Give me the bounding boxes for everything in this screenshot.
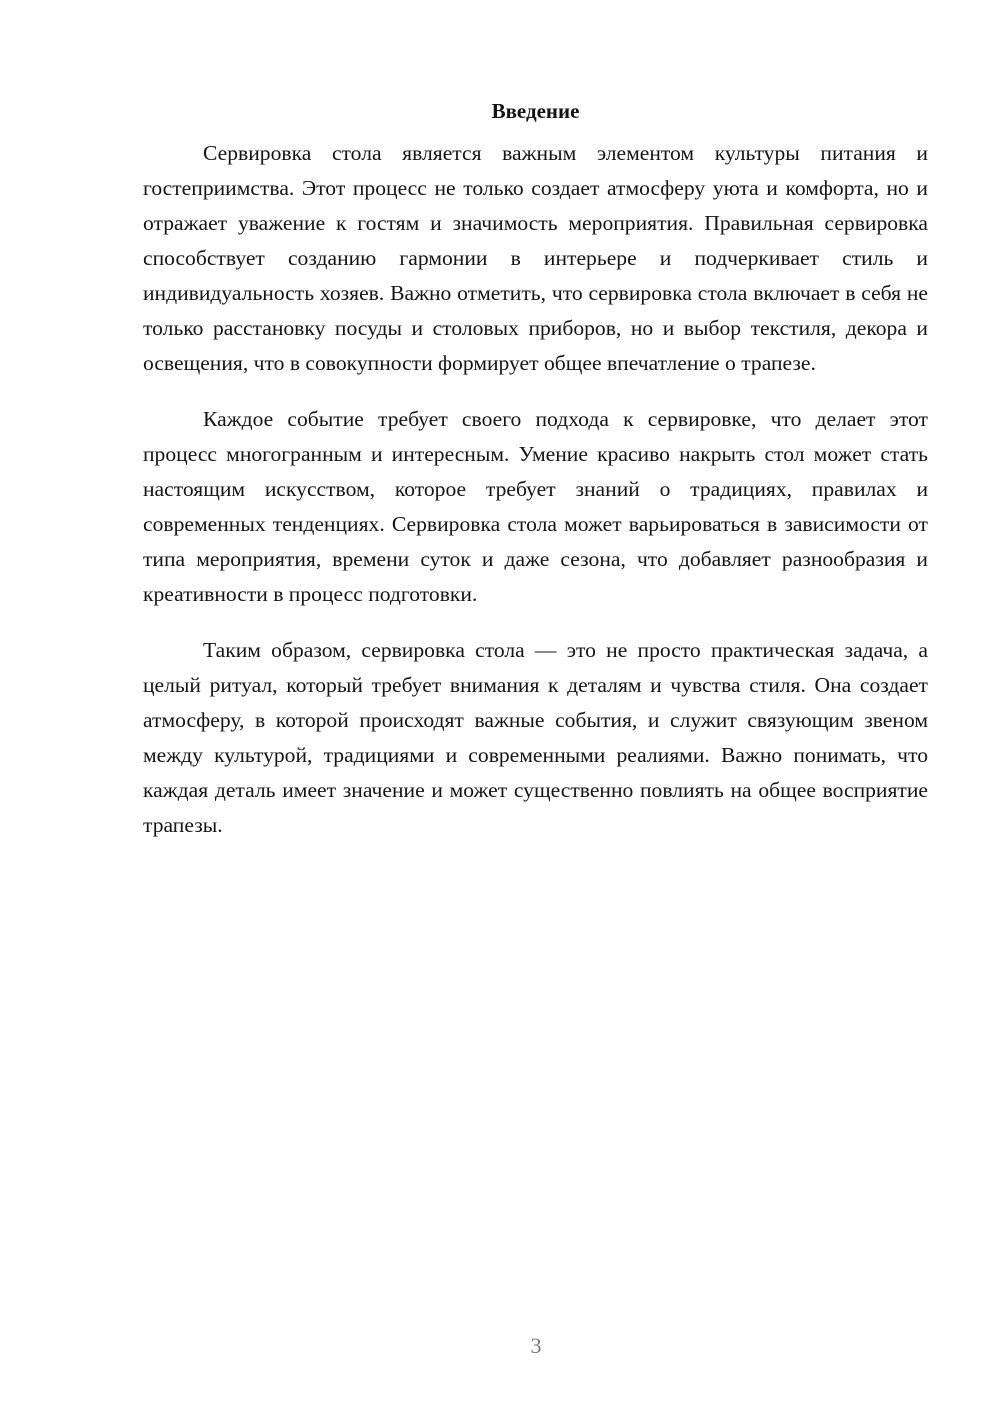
paragraph-2: Каждое событие требует своего подхода к сервировке, что делает этот процесс многогранным и интересным. Умение красиво накрыть стол может стать настоящим искусством, которое требует знаний о традициях, правилах и современных тенденциях. Сервировка стола может варьироваться в зависимости от типа мероприятия, времени суток и даже сезона, что добавляет разнообразия и креативности в процесс подготовки. bbox=[143, 407, 928, 606]
page-number: 3 bbox=[530, 1333, 542, 1358]
paragraph-1: Сервировка стола является важным элементом культуры питания и гостеприимства. Этот процесс не только создает атмосферу уюта и комфорта, но и отражает уважение к гостям и значимость мероприятия. Правильная сервировка способствует созданию гармонии в интерьере и подчеркивает стиль и индивидуальность хозяев. Важно отметить, что сервировка стола включает в себя не только расстановку посуды и столовых приборов, но и выбор текстиля, декора и освещения, что в совокупности формирует общее впечатление о трапезе. bbox=[143, 141, 928, 375]
section-heading: Введение bbox=[491, 99, 580, 123]
paragraph-3: Таким образом, сервировка стола — это не просто практическая задача, а целый ритуал, который требует внимания к деталям и чувства стиля. Она создает атмосферу, в которой происходят важные события, и служит связующим звеном между культурой, традициями и современными реалиями. Важно понимать, что каждая деталь имеет значение и может существенно повлиять на общее восприятие трапезы. bbox=[143, 638, 928, 837]
page-content bbox=[143, 96, 928, 864]
